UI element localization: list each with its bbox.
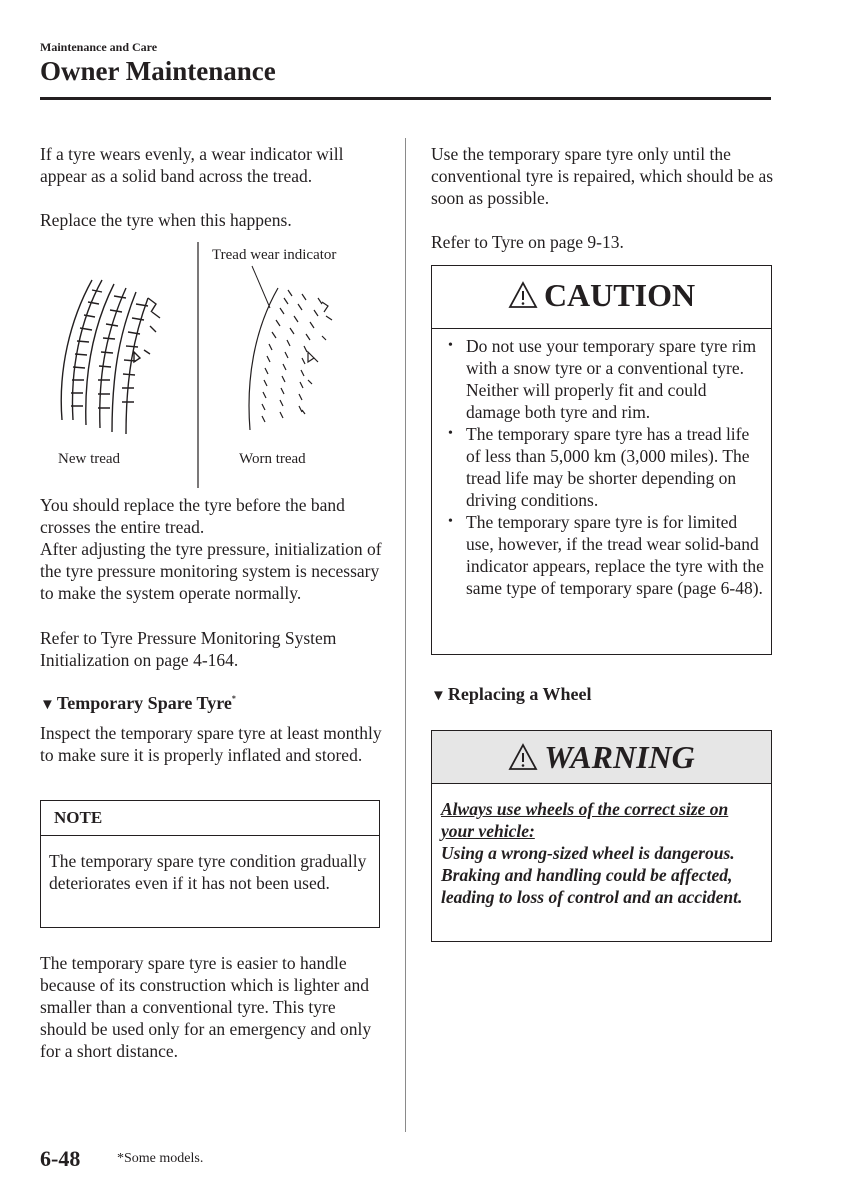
paragraph-replace-before-band: You should replace the tyre before the band crosses the entire tread. bbox=[40, 495, 345, 537]
caution-item: • The temporary spare tyre is for limited use, however, if the tread wear solid-band indicator appears, replace the tyre with the same type of temporary spare (page 6-48). bbox=[466, 511, 765, 599]
caution-box bbox=[431, 265, 772, 655]
footnote: *Some models. bbox=[117, 1151, 204, 1166]
warning-triangle-icon bbox=[508, 281, 538, 309]
warning-box bbox=[431, 730, 772, 942]
note-title: NOTE bbox=[41, 801, 379, 836]
page-number: 6-48 bbox=[40, 1146, 81, 1171]
paragraph-tpms-reference: Refer to Tyre Pressure Monitoring System Initialization on page 4-164. bbox=[40, 628, 337, 670]
warning-header bbox=[432, 731, 771, 784]
section-label: Maintenance and Care bbox=[40, 40, 158, 54]
caution-item: • The temporary spare tyre has a tread life of less than 5,000 km (3,000 miles). The tread life may be shorter depending on driving conditions. bbox=[466, 423, 765, 511]
caution-header bbox=[432, 266, 771, 329]
title-divider bbox=[40, 97, 771, 100]
heading-temporary-spare-tyre bbox=[40, 687, 236, 717]
paragraph-inspect-spare: Inspect the temporary spare tyre at least monthly to make sure it is properly inflated and stored. bbox=[40, 723, 382, 765]
label-tread-wear-indicator: Tread wear indicator bbox=[212, 247, 337, 263]
paragraph-tyre-reference: Refer to Tyre on page 9-13. bbox=[431, 232, 624, 252]
label-worn-tread: Worn tread bbox=[239, 451, 306, 467]
label-new-tread: New tread bbox=[58, 451, 121, 467]
column-divider bbox=[405, 138, 406, 1132]
heading-wheel-text: Replacing a Wheel bbox=[447, 684, 592, 704]
paragraph-tpms-initialization: After adjusting the tyre pressure, initialization of the tyre pressure monitoring system is necessary to make the system operate normally. bbox=[40, 539, 382, 603]
new-tread-drawing bbox=[61, 280, 160, 434]
paragraph-use-spare-until: Use the temporary spare tyre only until the conventional tyre is repaired, which should be as soon as possible. bbox=[431, 144, 774, 208]
paragraph-wear-indicator: If a tyre wears evenly, a wear indicator will appear as a solid band across the tread. bbox=[40, 144, 344, 186]
warning-text: Using a wrong-sized wheel is dangerous. Braking and handling could be affected, leading to loss of control and an accident. bbox=[441, 843, 743, 907]
worn-tread-drawing bbox=[249, 266, 332, 430]
note-body: The temporary spare tyre condition gradually deteriorates even if it has not been used. bbox=[49, 851, 367, 893]
warning-body bbox=[432, 784, 771, 908]
heading-replacing-a-wheel bbox=[431, 682, 592, 708]
warning-lead: Always use wheels of the correct size on your vehicle: bbox=[441, 799, 729, 841]
warning-title: WARNING bbox=[544, 739, 695, 775]
caution-list bbox=[432, 329, 771, 599]
paragraph-replace: Replace the tyre when this happens. bbox=[40, 210, 292, 230]
paragraph-spare-handling: The temporary spare tyre is easier to handle because of its construction which is lighter and smaller than a conventional tyre. This tyre should be used only for an emergency and only for a short distance. bbox=[40, 953, 372, 1061]
caution-title: CAUTION bbox=[543, 277, 696, 313]
heading-spare-text: Temporary Spare Tyre bbox=[56, 693, 232, 713]
page-title: Owner Maintenance bbox=[40, 56, 276, 86]
triangle-down-icon: ▼ bbox=[431, 688, 446, 704]
tread-figure bbox=[40, 240, 385, 490]
caution-item: • Do not use your temporary spare tyre rim with a snow tyre or a conventional tyre. Neither will properly fit and could damage both tyre and rim. bbox=[466, 335, 765, 423]
some-models-mark: * bbox=[231, 694, 236, 703]
note-box bbox=[40, 800, 380, 928]
warning-triangle-icon bbox=[508, 743, 538, 771]
triangle-down-icon: ▼ bbox=[40, 697, 55, 713]
